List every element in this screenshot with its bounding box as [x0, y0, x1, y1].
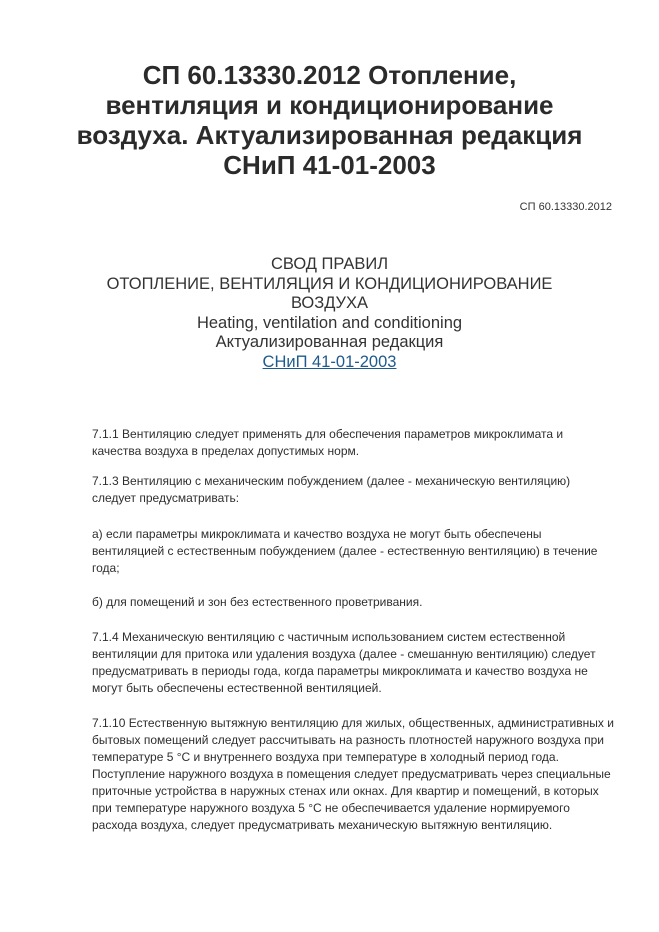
document-code: СП 60.13330.2012 [519, 201, 612, 213]
text-line: 7.1.3 Вентиляцию с механическим побуждением (далее - механическую вентиляцию) [92, 474, 571, 488]
title-line: вентиляция и кондиционирование [105, 90, 554, 120]
title-line: СП 60.13330.2012 Отопление, [142, 60, 517, 90]
document-title [60, 60, 599, 180]
text-line: могут быть обеспечены естественной вентиляцией. [92, 681, 382, 695]
text-line: качества воздуха в пределах допустимых норм. [92, 444, 360, 458]
text-line: 7.1.10 Естественную вытяжную вентиляцию для жилых, общественных, административных и [92, 716, 614, 730]
paragraph-7-1-4 [92, 629, 622, 697]
text-line: приточные устройства в наружных стенах или окнах. Для квартир и помещений, в которых [92, 784, 599, 798]
text-line: вентиляции для притока или удаления воздуха (далее - смешанную вентиляцию) следует [92, 647, 596, 661]
text-line: температуре 5 °С и внутреннего воздуха при температуре в холодный период года. [92, 750, 559, 764]
text-line: расхода воздуха, следует предусматривать механическую вытяжную вентиляцию. [92, 818, 553, 832]
text-line: 7.1.1 Вентиляцию следует применять для обеспечения параметров микроклимата и [92, 427, 564, 441]
text-line: б) для помещений и зон без естественного проветривания. [92, 595, 423, 609]
cover-english-title: Heating, ventilation and conditioning [196, 313, 463, 332]
snip-link[interactable]: СНиП 41-01-2003 [262, 352, 397, 371]
cover-block [60, 255, 599, 372]
text-line: бытовых помещений следует рассчитывать на разность плотностей наружного воздуха при [92, 733, 604, 747]
title-line: воздуха. Актуализированная редакция [76, 120, 583, 150]
text-line: Поступление наружного воздуха в помещения следует предусматривать через специальные [92, 767, 611, 781]
paragraph-item-a [92, 526, 622, 577]
text-line: предусматривать в периоды года, когда параметры микроклимата и качество воздуха не [92, 664, 588, 678]
cover-edition: Актуализированная редакция [215, 333, 444, 351]
cover-subject: ОТОПЛЕНИЕ, ВЕНТИЛЯЦИЯ И КОНДИЦИОНИРОВАНИЕ [106, 274, 553, 293]
paragraph-7-1-1 [92, 426, 622, 460]
paragraph-7-1-10 [92, 715, 622, 834]
text-line: а) если параметры микроклимата и качество воздуха не могут быть обеспечены [92, 527, 542, 541]
text-line: вентиляцией с естественным побуждением (далее - естественную вентиляцию) в течение [92, 544, 598, 558]
text-line: 7.1.4 Механическую вентиляцию с частичным использованием систем естественной [92, 630, 566, 644]
text-line: при температуре наружного воздуха 5 °С не обеспечивается удаление нормируемого [92, 801, 570, 815]
paragraph-item-b [92, 594, 622, 611]
paragraph-7-1-3 [92, 473, 622, 507]
title-line: СНиП 41-01-2003 [223, 150, 436, 180]
text-line: года; [92, 561, 120, 575]
cover-subject-cont: ВОЗДУХА [290, 294, 369, 312]
text-line: следует предусматривать: [92, 491, 240, 505]
cover-heading: СВОД ПРАВИЛ [270, 255, 389, 273]
